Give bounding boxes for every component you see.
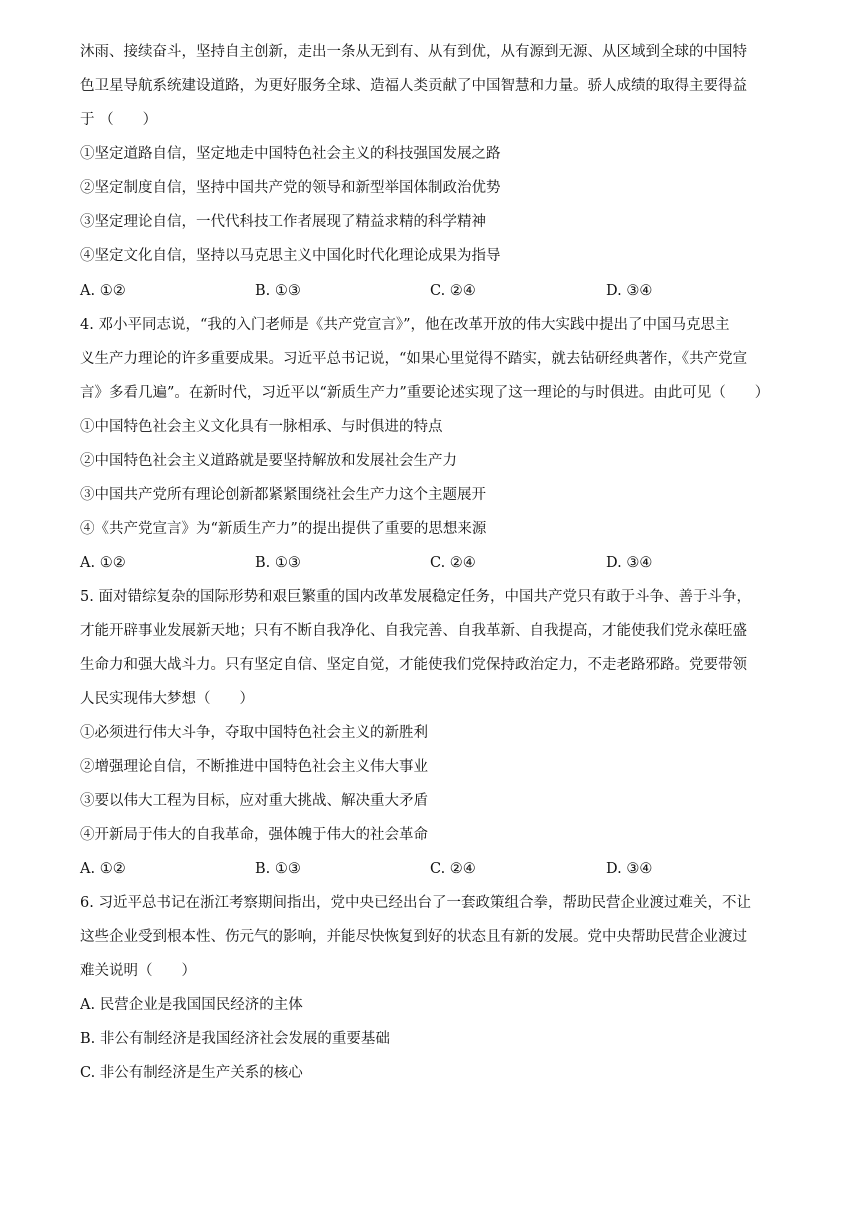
q4-options xyxy=(80,551,780,575)
q4-item: ③中国共产党所有理论创新都紧紧围绕社会生产力这个主题展开 xyxy=(80,487,486,503)
q3-item: ①坚定道路自信，坚定地走中国特色社会主义的科技强国发展之路 xyxy=(80,146,501,162)
q3-option-a: A. ①② xyxy=(80,283,126,299)
q3-option-c: C. ②④ xyxy=(430,283,476,299)
q3-stem-line: 沐雨、接续奋斗，坚持自主创新，走出一条从无到有、从有到优，从有源到无源、从区域到全球的中国特 xyxy=(80,44,747,60)
q5-stem-line: 5. 面对错综复杂的国际形势和艰巨繁重的国内改革发展稳定任务，中国共产党只有敢于斗争、善于斗争， xyxy=(80,589,751,605)
q5-item: ③要以伟大工程为目标，应对重大挑战、解决重大矛盾 xyxy=(80,793,428,809)
q5-stem-line: 才能开辟事业发展新天地；只有不断自我净化、自我完善、自我革新、自我提高，才能使我们党永葆旺盛 xyxy=(80,623,747,639)
q6-choice-b: B. 非公有制经济是我国经济社会发展的重要基础 xyxy=(80,1031,390,1047)
q4-option-d: D. ③④ xyxy=(606,555,653,571)
q5-item: ②增强理论自信，不断推进中国特色社会主义伟大事业 xyxy=(80,759,428,775)
q3-options xyxy=(80,279,780,303)
q4-option-b: B. ①③ xyxy=(255,555,301,571)
q5-option-c: C. ②④ xyxy=(430,861,476,877)
q4-item: ②中国特色社会主义道路就是要坚持解放和发展社会生产力 xyxy=(80,453,457,469)
q4-item: ④《共产党宣言》为“新质生产力”的提出提供了重要的思想来源 xyxy=(80,521,487,537)
q4-option-c: C. ②④ xyxy=(430,555,476,571)
q5-stem-line: 人民实现伟大梦想（ ） xyxy=(80,691,254,707)
q4-stem-line: 义生产力理论的许多重要成果。习近平总书记说，“如果心里觉得不踏实，就去钻研经典著作，《共产党宣 xyxy=(80,351,748,367)
q5-option-a: A. ①② xyxy=(80,861,126,877)
q5-item: ①必须进行伟大斗争，夺取中国特色社会主义的新胜利 xyxy=(80,725,428,741)
q6-stem-line: 6. 习近平总书记在浙江考察期间指出，党中央已经出台了一套政策组合拳，帮助民营企业渡过难关，不让 xyxy=(80,895,751,911)
q3-option-b: B. ①③ xyxy=(255,283,301,299)
q4-option-a: A. ①② xyxy=(80,555,126,571)
q3-item: ④坚定文化自信，坚持以马克思主义中国化时代化理论成果为指导 xyxy=(80,248,501,264)
q5-item: ④开新局于伟大的自我革命，强体魄于伟大的社会革命 xyxy=(80,827,428,843)
q3-option-d: D. ③④ xyxy=(606,283,653,299)
q3-item: ③坚定理论自信，一代代科技工作者展现了精益求精的科学精神 xyxy=(80,214,486,230)
q6-stem-line: 难关说明（ ） xyxy=(80,963,196,979)
q4-stem-line: 言》多看几遍”。在新时代，习近平以“新质生产力”重要论述实现了这一理论的与时俱进。由此可见（ ） xyxy=(80,385,770,401)
q3-stem-line: 于 （ ） xyxy=(80,112,158,128)
q5-options xyxy=(80,857,780,881)
q3-item: ②坚定制度自信，坚持中国共产党的领导和新型举国体制政治优势 xyxy=(80,180,501,196)
q3-stem-line: 色卫星导航系统建设道路，为更好服务全球、造福人类贡献了中国智慧和力量。骄人成绩的取得主要得益 xyxy=(80,78,747,94)
q6-choice-a: A. 民营企业是我国国民经济的主体 xyxy=(80,997,303,1013)
q4-item: ①中国特色社会主义文化具有一脉相承、与时俱进的特点 xyxy=(80,419,443,435)
q5-stem-line: 生命力和强大战斗力。只有坚定自信、坚定自觉，才能使我们党保持政治定力，不走老路邪路。党要带领 xyxy=(80,657,747,673)
q4-stem-line: 4. 邓小平同志说，“我的入门老师是《共产党宣言》”，他在改革开放的伟大实践中提出了中国马克思主 xyxy=(80,317,730,333)
q6-stem-line: 这些企业受到根本性、伤元气的影响，并能尽快恢复到好的状态且有新的发展。党中央帮助民营企业渡过 xyxy=(80,929,747,945)
q6-choice-c: C. 非公有制经济是生产关系的核心 xyxy=(80,1065,303,1081)
q5-option-d: D. ③④ xyxy=(606,861,653,877)
q5-option-b: B. ①③ xyxy=(255,861,301,877)
